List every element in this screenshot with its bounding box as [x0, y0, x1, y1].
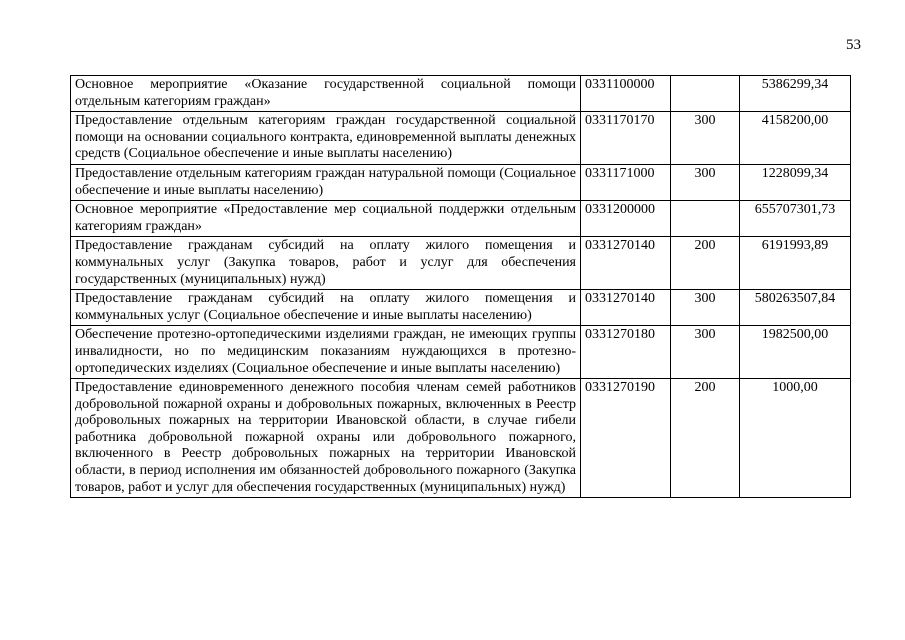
table-row — [71, 164, 851, 200]
row-type-cell: 300 — [671, 326, 740, 379]
row-sum-cell: 5386299,34 — [740, 76, 851, 112]
table-row — [71, 379, 851, 498]
row-type-cell: 300 — [671, 112, 740, 165]
row-type-cell: 300 — [671, 290, 740, 326]
table-row — [71, 237, 851, 290]
row-sum-cell: 655707301,73 — [740, 201, 851, 237]
row-type-cell: 200 — [671, 237, 740, 290]
row-code-cell: 0331270180 — [581, 326, 671, 379]
row-name-cell: Основное мероприятие «Предоставление мер социальной поддержки отдельным категориям граждан» — [71, 201, 581, 237]
row-type-cell — [671, 201, 740, 237]
row-name-cell: Предоставление гражданам субсидий на оплату жилого помещения и коммунальных услуг (Социальное обеспечение и иные выплаты населению) — [71, 290, 581, 326]
table-row — [71, 76, 851, 112]
row-code-cell: 0331100000 — [581, 76, 671, 112]
row-sum-cell: 4158200,00 — [740, 112, 851, 165]
row-type-cell: 300 — [671, 164, 740, 200]
row-sum-cell: 1982500,00 — [740, 326, 851, 379]
row-code-cell: 0331170170 — [581, 112, 671, 165]
table-row — [71, 326, 851, 379]
row-type-cell — [671, 76, 740, 112]
row-sum-cell: 6191993,89 — [740, 237, 851, 290]
row-code-cell: 0331200000 — [581, 201, 671, 237]
row-code-cell: 0331171000 — [581, 164, 671, 200]
row-sum-cell: 1228099,34 — [740, 164, 851, 200]
row-sum-cell: 580263507,84 — [740, 290, 851, 326]
row-name-cell: Предоставление единовременного денежного пособия членам семей работников добровольной пожарной охраны и добровольных пожарных, включенных в Реестр добровольных пожарных на территории Ивановской области, в случае гибели работника добровольной пожарной охраны или добровольного пожарного, включенного в Реестр добровольных пожарных на территории Ивановской области, в период исполнения им обязанностей добровольного пожарного (Закупка товаров, работ и услуг для обеспечения государственных (муниципальных) нужд) — [71, 379, 581, 498]
row-name-cell: Обеспечение протезно-ортопедическими изделиями граждан, не имеющих группы инвалидности, но по медицинским показаниям нуждающихся в протезно-ортопедических изделиях (Социальное обеспечение и иные выплаты населению) — [71, 326, 581, 379]
row-type-cell: 200 — [671, 379, 740, 498]
table-row — [71, 290, 851, 326]
row-code-cell: 0331270140 — [581, 290, 671, 326]
row-code-cell: 0331270190 — [581, 379, 671, 498]
table-row — [71, 201, 851, 237]
row-name-cell: Предоставление отдельным категориям граждан натуральной помощи (Социальное обеспечение и иные выплаты населению) — [71, 164, 581, 200]
table-row — [71, 112, 851, 165]
budget-table — [70, 75, 851, 498]
row-name-cell: Предоставление гражданам субсидий на оплату жилого помещения и коммунальных услуг (Закупка товаров, работ и услуг для обеспечения государственных (муниципальных) нужд) — [71, 237, 581, 290]
row-name-cell: Основное мероприятие «Оказание государственной социальной помощи отдельным категориям граждан» — [71, 76, 581, 112]
page-number: 53 — [846, 37, 861, 53]
row-code-cell: 0331270140 — [581, 237, 671, 290]
row-sum-cell: 1000,00 — [740, 379, 851, 498]
row-name-cell: Предоставление отдельным категориям граждан государственной социальной помощи на основании социального контракта, единовременной выплаты денежных средств (Социальное обеспечение и иные выплаты населению) — [71, 112, 581, 165]
